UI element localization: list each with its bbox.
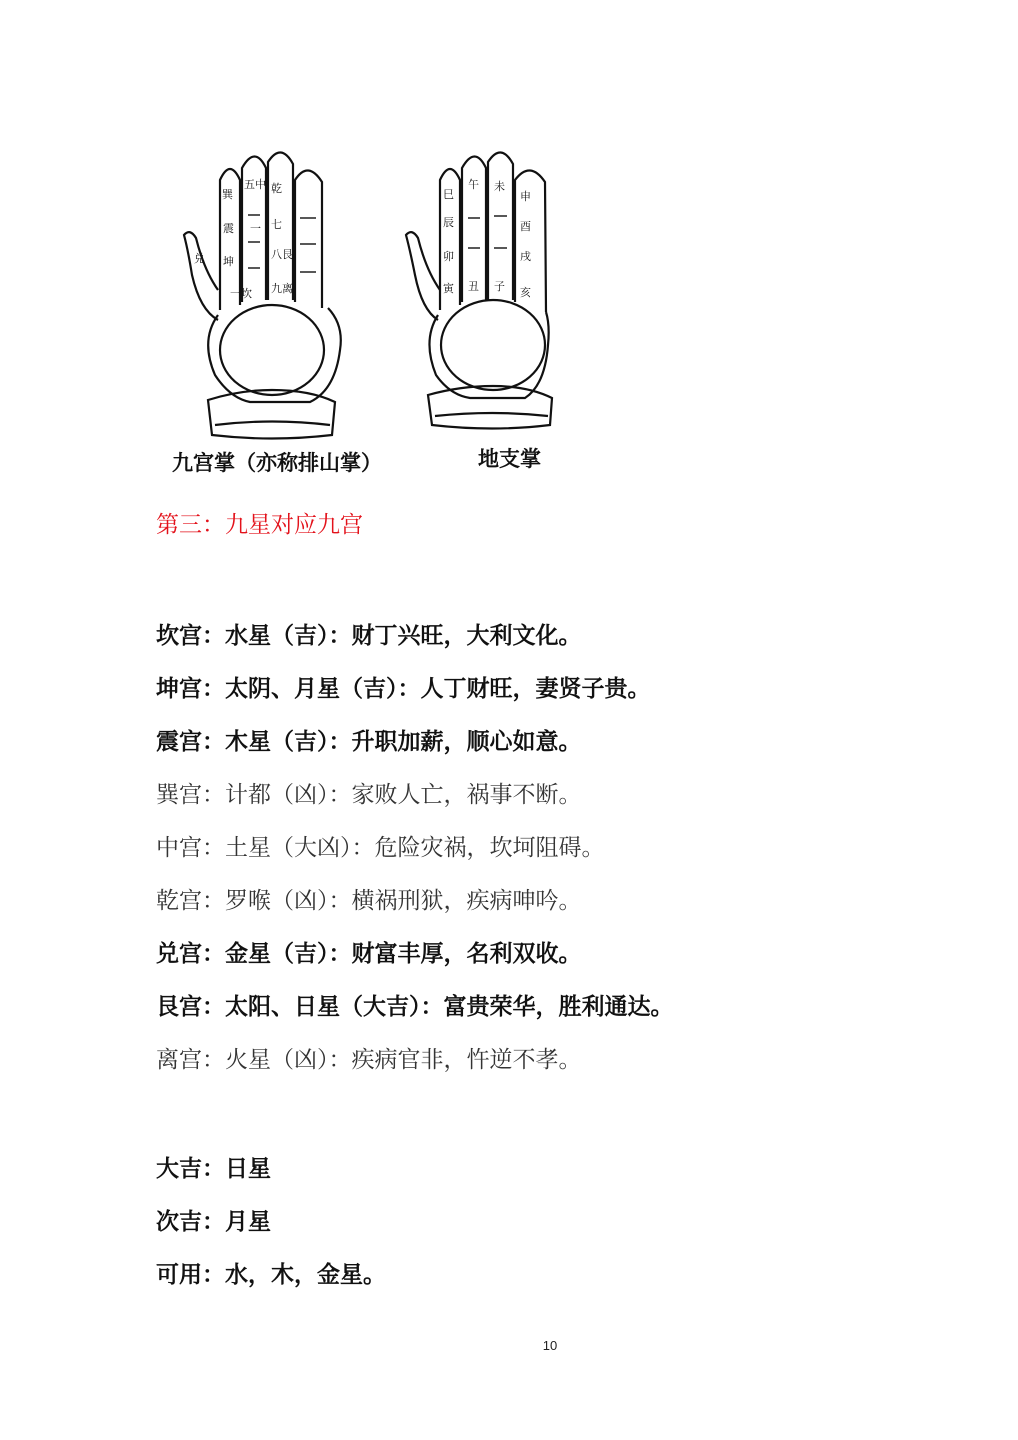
hand-label: 乾 — [271, 182, 282, 195]
hand-label: 午 — [468, 178, 479, 191]
left-hand-labels — [194, 177, 293, 300]
hand-label: 九离 — [271, 282, 293, 295]
hand-label: 震 — [223, 222, 234, 235]
summary-line: 可用：水，木，金星。 — [156, 1262, 386, 1288]
hand-label: 兑 — [194, 252, 205, 265]
hand-label: 七 — [271, 218, 282, 231]
hand-label: 酉 — [520, 220, 531, 233]
palace-line: 兑宫：金星（吉）：财富丰厚，名利双收。 — [156, 941, 582, 967]
hand-label: 巽 — [222, 188, 233, 201]
palace-line: 中宫：土星（大凶）：危险灾祸，坎坷阻碍。 — [156, 835, 605, 861]
hand-label: 一 — [250, 222, 261, 235]
hand-label: 丑 — [468, 280, 479, 293]
palace-line: 震宫：木星（吉）：升职加薪，顺心如意。 — [156, 729, 582, 755]
summary-line: 次吉：月星 — [156, 1209, 271, 1235]
hand-label: 五中 — [244, 178, 266, 191]
palace-line: 乾宫：罗喉（凶）：横祸刑狱，疾病呻吟。 — [156, 888, 582, 914]
hand-label: 申 — [520, 190, 531, 203]
hand-label: 子 — [494, 280, 505, 293]
palace-line: 巽宫：计都（凶）：家败人亡，祸事不断。 — [156, 782, 582, 808]
hand-label: 八艮 — [271, 248, 293, 261]
right-hand-caption: 地支掌 — [478, 446, 541, 471]
hand-label: 亥 — [520, 286, 531, 299]
hand-label: 寅 — [443, 282, 454, 295]
hand-label: 巳 — [443, 188, 454, 201]
hand-label: 未 — [494, 180, 505, 193]
hand-label: 一坎 — [230, 287, 252, 300]
left-hand-caption: 九宫掌（亦称排山掌） — [172, 450, 382, 475]
palace-line: 坤宫：太阴、月星（吉）：人丁财旺，妻贤子贵。 — [156, 676, 651, 702]
hand-label: 戌 — [520, 250, 531, 263]
page-number: 10 — [542, 1338, 558, 1353]
palace-line: 艮宫：太阳、日星（大吉）：富贵荣华，胜利通达。 — [156, 994, 674, 1020]
hand-label: 坤 — [223, 255, 234, 268]
palace-line: 离宫：火星（凶）：疾病官非，忤逆不孝。 — [156, 1047, 582, 1073]
left-hand-drawing — [184, 152, 341, 438]
section-title: 第三：九星对应九宫 — [156, 512, 363, 538]
hand-diagrams-svg — [160, 140, 580, 480]
hand-diagrams-figure — [160, 140, 580, 480]
palace-line: 坎宫：水星（吉）：财丁兴旺，大利文化。 — [156, 623, 582, 649]
hand-label: 辰 — [443, 216, 454, 229]
hand-label: 卯 — [443, 250, 454, 263]
summary-line: 大吉：日星 — [156, 1156, 271, 1182]
